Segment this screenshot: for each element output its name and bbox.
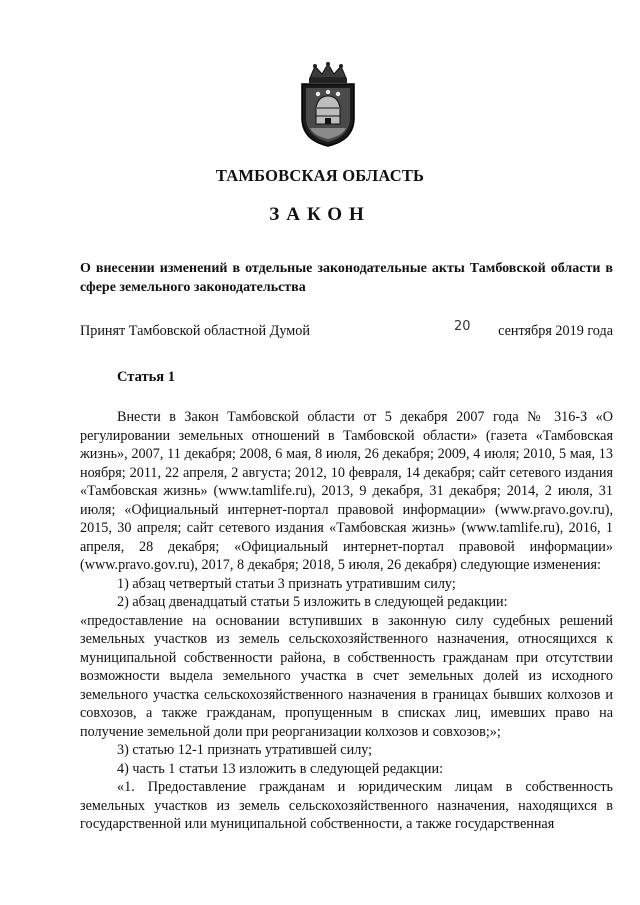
adopted-by: Принят Тамбовской областной Думой	[80, 323, 310, 339]
paragraph-intro: Внести в Закон Тамбовской области от 5 декабря 2007 года № 316-З «О регулировании земельных отношений в Тамбовской области» (газета «Тамбовская жизнь», 2007, 11 декабря; 2008, 6 мая, 8 июля, 26 декабря; 2009, 4 июля; 2010, 5 мая, 13 ноября; 2011, 22 апреля, 2 августа; 2012, 10 февраля, 14 декабря; сайт сетевого издания «Тамбовская жизнь» (www.tamlife.ru), 2013, 9 декабря, 31 декабря; 2014, 2 июля, 31 июля; «Официальный интернет-портал правовой информации» (www.pravo.gov.ru), 2015, 30 апреля; сайт сетевого издания «Тамбовская жизнь» (www.tamlife.ru), 2016, 1 апреля, 28 декабря; «Официальный интернет-портал правовой информации» (www.pravo.gov.ru), 2017, 8 декабря; 2018, 5 июля, 26 декабря) следующие изменения:	[80, 409, 613, 573]
tambov-coat-of-arms-icon	[298, 62, 358, 148]
paragraph-item-2-text: «предоставление на основании вступивших в законную силу судебных решений земельных участков из земель сельскохозяйственного назначения, относящихся к муниципальной собственности района, в собственность гражданам при отсутствии возможности выдела земельного участка в счет земельных долей из исходного земельного участка сельскохозяйственного назначения в границах бывших колхозов и совхозов, а также гражданам, пропущенным в списках лиц, имевших право на получение земельной доли при реорганизации колхозов и совхозов;»;	[80, 612, 613, 740]
document-heading: О внесении изменений в отдельные законодательные акты Тамбовской области в сфере земельного законодательства	[80, 261, 613, 295]
law-title: ЗАКОН	[269, 204, 371, 225]
paragraph-item-4-text: «1. Предоставление гражданам и юридическим лицам в собственность земельных участков из земель сельскохозяйственного назначения, находящихся в государственной или муниципальной собственности, а также государственная	[80, 779, 613, 832]
article-title: Статья 1	[117, 369, 175, 385]
paragraph-item-2: 2) абзац двенадцатый статьи 5 изложить в следующей редакции:	[117, 594, 508, 610]
paragraph-item-3: 3) статью 12-1 признать утратившей силу;	[117, 742, 373, 758]
adopted-month-year: сентября 2019 года	[498, 323, 613, 339]
paragraph-item-4: 4) часть 1 статьи 13 изложить в следующей редакции:	[117, 760, 444, 777]
adopted-day: 20	[454, 319, 471, 334]
adoption-line	[80, 319, 613, 343]
paragraph-item-1: 1) абзац четвертый статьи 3 признать утратившим силу;	[117, 575, 456, 592]
region-title: ТАМБОВСКАЯ ОБЛАСТЬ	[215, 166, 425, 185]
article-body	[80, 408, 613, 834]
